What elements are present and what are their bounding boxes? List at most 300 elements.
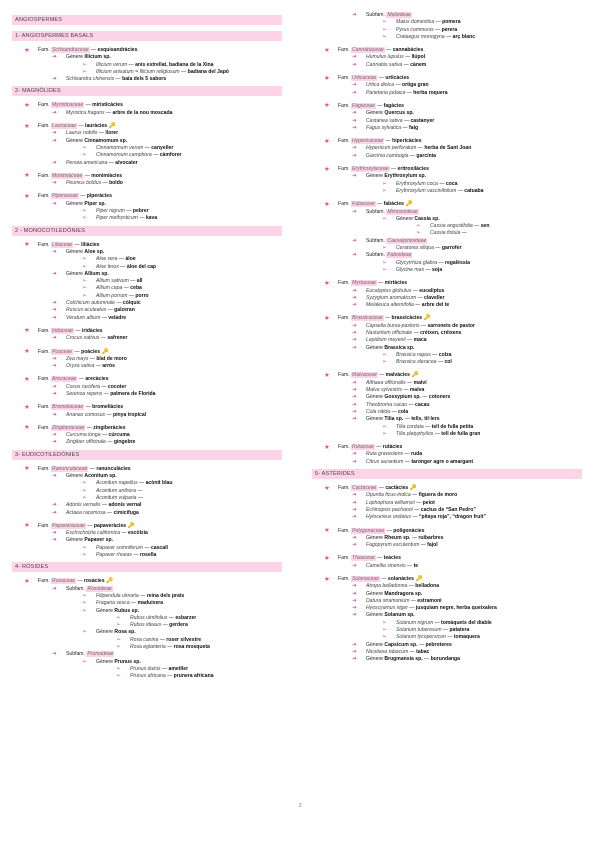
arrow-icon: ➜ xyxy=(352,208,357,215)
list-item xyxy=(312,145,582,152)
taxon-name: Fagaceae xyxy=(352,102,375,109)
list-item xyxy=(312,598,582,605)
list-item xyxy=(312,27,582,34)
scientific-name: Lophophora williamsii xyxy=(366,499,415,506)
dash-separator: — xyxy=(433,619,442,626)
family-row xyxy=(312,485,582,492)
list-item xyxy=(12,615,282,622)
common-name: tomàquets del diable xyxy=(441,619,492,626)
row-prefix: Subfam. xyxy=(366,208,387,215)
arrow-icon: ➜ xyxy=(352,514,357,521)
list-item xyxy=(12,439,282,446)
row-prefix: Gènere xyxy=(96,629,115,636)
arrow-icon: ➜ xyxy=(52,180,57,187)
dash-separator: — xyxy=(83,172,92,179)
dash-separator: — xyxy=(127,61,136,68)
star-icon: ★ xyxy=(324,137,330,145)
scientific-name: Rosa eglanteria xyxy=(130,644,166,650)
scientific-name: Aconitum vulparia xyxy=(96,494,137,501)
list-item xyxy=(312,535,582,542)
list-item xyxy=(12,412,282,419)
row-prefix: Fam. xyxy=(338,444,352,451)
family-row xyxy=(312,372,582,379)
scientific-name: Solanum tuberosum xyxy=(396,627,442,634)
list-item xyxy=(312,209,582,216)
common-name: pebrer xyxy=(132,208,149,215)
family-row xyxy=(312,444,582,451)
common-name: soja xyxy=(431,266,443,273)
dash-separator: — xyxy=(408,648,417,655)
row-prefix: Gènere xyxy=(366,656,385,663)
list-item xyxy=(12,666,282,673)
common-name: figuera de moro xyxy=(418,492,458,499)
arrow-icon: ➜ xyxy=(352,451,357,458)
common-name: estramoni xyxy=(417,597,442,604)
list-item xyxy=(312,245,582,252)
common-name: pinya tropical xyxy=(113,411,147,418)
list-item xyxy=(12,659,282,666)
scientific-name: Rosa canina xyxy=(130,636,159,643)
row-prefix: Fam. xyxy=(338,555,352,562)
arrow-icon: ➜ xyxy=(52,651,57,658)
chevron-icon: ➢ xyxy=(116,622,121,629)
key-icon: 🔑 xyxy=(104,578,114,585)
taxon-name: Caesalpinioideae xyxy=(387,237,427,244)
dash-separator: — xyxy=(403,54,412,61)
common-name: teàcies xyxy=(383,555,401,562)
list-item xyxy=(12,363,282,370)
list-item xyxy=(312,359,582,366)
scientific-name: Capsella bursa-pastoris xyxy=(366,322,420,329)
dash-separator: — xyxy=(114,300,123,307)
list-item xyxy=(12,256,282,263)
dash-separator: — xyxy=(104,109,113,116)
row-prefix: Gènere xyxy=(66,248,85,255)
list-item xyxy=(312,90,582,97)
section-heading: ANGIOSPERMES xyxy=(12,15,282,25)
dash-separator: — xyxy=(405,562,414,569)
key-icon: 🔑 xyxy=(408,485,417,492)
dash-separator: — xyxy=(407,401,415,408)
taxon-name: Hypericaceae xyxy=(352,138,384,145)
list-item xyxy=(312,409,582,416)
chevron-icon: ➢ xyxy=(82,144,87,151)
scientific-name: Allium porrum xyxy=(96,292,128,299)
list-item xyxy=(12,530,282,537)
scientific-name: Datura stramonium xyxy=(366,597,410,604)
genus-name: Tilia sp. xyxy=(384,416,404,423)
family-row xyxy=(312,166,582,173)
scientific-name: Cola nitida xyxy=(366,408,391,415)
list-item xyxy=(312,402,582,409)
dash-separator: — xyxy=(374,444,383,451)
common-name: solanàcies xyxy=(387,576,414,582)
dash-separator: — xyxy=(422,656,431,663)
family-block xyxy=(12,466,282,517)
taxon-name: Polygonaceae xyxy=(352,527,385,534)
family-block xyxy=(12,425,282,447)
scientific-name: Veratum album xyxy=(66,314,101,321)
row-prefix: Gènere xyxy=(96,607,115,614)
arrow-icon: ➜ xyxy=(52,54,57,61)
list-item xyxy=(12,335,282,342)
list-item xyxy=(312,223,582,230)
section-heading: 3- EUDICOTILEDÒNIES xyxy=(12,450,282,460)
arrow-icon: ➜ xyxy=(52,130,57,137)
dash-separator: — xyxy=(411,287,420,294)
chevron-icon: ➢ xyxy=(82,152,87,159)
arrow-icon: ➜ xyxy=(52,473,57,480)
scientific-name: Piper nigrum xyxy=(96,208,125,215)
chevron-icon: ➢ xyxy=(382,33,387,40)
common-name: patatera xyxy=(449,627,470,634)
genus-name: Prunus sp. xyxy=(114,658,141,665)
arrow-icon: ➜ xyxy=(52,537,57,544)
dash-separator: — xyxy=(118,263,127,270)
list-item xyxy=(12,264,282,271)
dash-separator: — xyxy=(129,600,138,607)
common-name: canyeller xyxy=(151,144,174,151)
common-name: fagàcies xyxy=(383,102,405,109)
common-name: ruda xyxy=(411,451,423,458)
dash-separator: — xyxy=(128,278,137,285)
arrow-icon: ➜ xyxy=(352,152,357,159)
list-item xyxy=(12,510,282,517)
arrow-icon: ➜ xyxy=(352,401,357,408)
scientific-name: Zea mays xyxy=(66,355,89,362)
family-block xyxy=(312,555,582,570)
list-item xyxy=(312,238,582,245)
common-name: llorer xyxy=(105,130,119,137)
common-name: arbre del te xyxy=(421,302,450,309)
dash-separator: — xyxy=(105,509,114,516)
common-name: herba de Sant Joan xyxy=(424,145,472,152)
list-item xyxy=(12,488,282,495)
chevron-icon: ➢ xyxy=(382,627,387,634)
family-row xyxy=(312,280,582,287)
arrow-icon: ➜ xyxy=(52,411,57,418)
arrow-icon: ➜ xyxy=(352,590,357,597)
family-block xyxy=(312,444,582,466)
scientific-name: Illicium verum xyxy=(96,61,128,68)
scientific-name: Tilia platyphyllos xyxy=(396,430,434,437)
dash-separator: — xyxy=(403,458,412,465)
star-icon: ★ xyxy=(324,46,330,54)
section-heading: 2- MAGNÒLIDES xyxy=(12,86,282,96)
arrow-icon: ➜ xyxy=(352,648,357,655)
common-name: còlquic xyxy=(122,300,141,307)
common-name: cacau xyxy=(415,401,430,408)
dash-separator: — xyxy=(390,408,399,415)
family-block xyxy=(12,102,282,117)
chevron-icon: ➢ xyxy=(382,26,387,33)
family-block xyxy=(312,201,582,274)
common-name: escòlzia xyxy=(128,530,148,537)
taxon-name: Myrtaceae xyxy=(352,280,376,287)
family-block xyxy=(312,12,582,41)
scientific-name: Lepidium meyenii xyxy=(366,337,406,344)
dash-separator: — xyxy=(117,256,126,263)
common-name: adonis vernal xyxy=(108,502,142,509)
dash-separator: — xyxy=(158,636,167,643)
arrow-icon: ➜ xyxy=(352,117,357,124)
taxon-name: Zingiberaceae xyxy=(52,424,85,431)
row-prefix: Gènere xyxy=(366,344,385,351)
star-icon: ★ xyxy=(324,74,330,82)
common-name: cactus de “San Pedro” xyxy=(420,506,476,513)
row-prefix: Gènere xyxy=(66,270,85,277)
dash-separator: — xyxy=(420,394,429,401)
genus-name: Cassia sp. xyxy=(414,215,440,222)
common-name: fajol xyxy=(427,542,438,549)
dash-separator: — xyxy=(114,76,123,83)
scientific-name: Peumus boldus xyxy=(66,180,102,187)
list-item xyxy=(312,34,582,41)
common-name: perera xyxy=(441,26,458,33)
arrow-icon: ➜ xyxy=(352,252,357,259)
list-item xyxy=(312,125,582,132)
dash-separator: — xyxy=(456,187,465,194)
scientific-name: Nicotiana tabacum xyxy=(366,648,409,655)
family-row xyxy=(12,173,282,180)
list-item xyxy=(312,267,582,274)
common-name: cola xyxy=(398,408,409,415)
family-row xyxy=(12,466,282,473)
arrow-icon: ➜ xyxy=(352,387,357,394)
scientific-name: Castanea sativa xyxy=(366,117,403,124)
common-name: urticàcies xyxy=(385,75,410,82)
list-item xyxy=(12,208,282,215)
dash-separator: — xyxy=(127,292,136,299)
dash-separator: — xyxy=(401,387,410,394)
common-name: garrofer xyxy=(441,245,462,252)
taxon-name: Erythroxylaceae xyxy=(352,166,389,173)
chevron-icon: ➢ xyxy=(382,19,387,26)
arrow-icon: ➜ xyxy=(52,307,57,314)
chevron-icon: ➢ xyxy=(382,266,387,273)
chevron-icon: ➢ xyxy=(82,494,87,501)
genus-name: Capsicum sp. xyxy=(384,641,418,648)
common-name: lauràcies xyxy=(85,123,108,130)
scientific-name: Prunus dulcis xyxy=(130,665,161,672)
key-icon: 🔑 xyxy=(100,348,109,355)
arrow-icon: ➜ xyxy=(352,379,357,386)
common-name: blat de moro xyxy=(96,355,127,362)
dash-separator: — xyxy=(472,223,481,230)
common-name: papaveràcies xyxy=(93,522,127,529)
section-heading: 1- ANGIOSPERMES BASALS xyxy=(12,31,282,41)
genus-name: Rubus sp. xyxy=(114,607,140,614)
dash-separator: — xyxy=(73,348,82,355)
chevron-icon: ➢ xyxy=(382,619,387,626)
family-row xyxy=(312,576,582,583)
dash-separator: — xyxy=(376,280,385,287)
taxon-name: Rosaceae xyxy=(52,578,75,585)
family-block xyxy=(312,138,582,160)
arrow-icon: ➜ xyxy=(352,506,357,513)
scientific-name: Aconitum anthora xyxy=(96,487,136,494)
scientific-name: Hypericum perforatum xyxy=(366,145,417,152)
arrow-icon: ➜ xyxy=(352,322,357,329)
taxon-name: Brassicaceae xyxy=(352,315,383,322)
scientific-name: Ruscus aculeatus xyxy=(66,307,107,314)
list-item xyxy=(312,330,582,337)
common-name: alvocater xyxy=(115,159,138,166)
list-item xyxy=(12,651,282,658)
row-prefix: Fam. xyxy=(338,576,352,582)
dash-separator: — xyxy=(424,266,432,273)
scientific-name: Fragaria vesca xyxy=(96,600,130,607)
dash-separator: — xyxy=(416,294,425,301)
dash-separator: — xyxy=(143,144,152,151)
dash-separator: — xyxy=(413,302,422,309)
taxon-name: Urticaceae xyxy=(352,75,377,82)
family-block xyxy=(12,578,282,680)
arrow-icon: ➜ xyxy=(352,597,357,604)
list-item xyxy=(12,637,282,644)
chevron-icon: ➢ xyxy=(82,552,87,559)
row-prefix: Subfam. xyxy=(66,585,87,592)
row-prefix: Subfam. xyxy=(366,252,387,259)
list-item xyxy=(312,288,582,295)
star-icon: ★ xyxy=(324,484,330,492)
scientific-name: Adonis vernalis xyxy=(66,502,101,509)
common-name: boldo xyxy=(109,180,123,187)
star-icon: ★ xyxy=(324,371,330,379)
common-name: “pitaya roja”, “dragon fruit” xyxy=(418,514,487,521)
star-icon: ★ xyxy=(24,327,30,335)
scientific-name: Rubus ideaus xyxy=(130,622,162,629)
common-name: taronger agre o amargant xyxy=(411,458,474,465)
arrow-icon: ➜ xyxy=(352,145,357,152)
scientific-name: Humulus lupulus xyxy=(366,54,404,61)
list-item xyxy=(12,480,282,487)
list-item xyxy=(312,345,582,352)
star-icon: ★ xyxy=(24,101,30,109)
family-row xyxy=(312,47,582,54)
dash-separator: — xyxy=(165,673,174,680)
scientific-name: Hylocereus undatus xyxy=(366,514,412,521)
dash-separator: — xyxy=(441,627,450,634)
star-icon: ★ xyxy=(24,577,30,585)
key-icon: 🔑 xyxy=(422,315,431,322)
common-name: mirtàcies xyxy=(384,280,408,287)
dash-separator: — xyxy=(444,33,453,40)
dash-separator: — xyxy=(419,542,428,549)
dash-separator: — xyxy=(403,451,412,458)
family-row xyxy=(12,404,282,411)
taxon-name: Lauraceae xyxy=(52,123,77,130)
list-item xyxy=(12,278,282,285)
dash-separator: — xyxy=(99,383,108,390)
row-prefix: Fam. xyxy=(38,241,52,248)
dash-separator: — xyxy=(407,583,416,590)
arrow-icon: ➜ xyxy=(352,82,357,89)
family-row xyxy=(12,376,282,383)
chevron-icon: ➢ xyxy=(82,487,87,494)
common-name: cascall xyxy=(150,544,168,551)
scientific-name: Melaleuca alternifolia xyxy=(366,302,414,309)
scientific-name: Malus domestica xyxy=(396,19,435,26)
scientific-name: Serenoa repens xyxy=(66,390,103,397)
arrow-icon: ➜ xyxy=(352,61,357,68)
common-name: cannabàcies xyxy=(392,47,424,54)
arrow-icon: ➜ xyxy=(52,509,57,516)
dash-separator: — xyxy=(136,494,144,501)
family-block xyxy=(12,193,282,222)
row-prefix: Fam. xyxy=(338,372,352,379)
star-icon: ★ xyxy=(324,165,330,173)
common-name: maca xyxy=(413,337,427,344)
taxon-name: Liliaceae xyxy=(52,241,73,248)
common-name: poligonàcies xyxy=(393,527,425,534)
list-item xyxy=(12,600,282,607)
dash-separator: — xyxy=(408,152,417,159)
family-block xyxy=(12,328,282,343)
row-prefix: Fam. xyxy=(338,280,352,287)
arrow-icon: ➜ xyxy=(52,200,57,207)
family-block xyxy=(312,47,582,69)
taxon-name: Rosoideae xyxy=(87,585,112,592)
common-name: malví xyxy=(413,379,427,386)
arrow-icon: ➜ xyxy=(352,173,357,180)
chevron-icon: ➢ xyxy=(382,215,387,222)
common-name: tell de fulla gran xyxy=(441,430,481,437)
common-name: arecàcies xyxy=(85,376,109,383)
chevron-icon: ➢ xyxy=(116,644,121,650)
chevron-icon: ➢ xyxy=(382,245,387,252)
chevron-icon: ➢ xyxy=(416,230,421,237)
family-block xyxy=(312,315,582,366)
scientific-name: Malva sylvestris xyxy=(366,387,402,394)
star-icon: ★ xyxy=(324,200,330,208)
list-item xyxy=(12,315,282,322)
dash-separator: — xyxy=(160,665,169,672)
list-item xyxy=(12,180,282,187)
dash-separator: — xyxy=(94,363,103,370)
dash-separator: — xyxy=(401,124,410,131)
scientific-name: Allium sativum xyxy=(96,278,129,285)
scientific-name: Camellia sinensis xyxy=(366,562,406,569)
common-name: ruibarbres xyxy=(418,534,444,541)
chevron-icon: ➢ xyxy=(382,634,387,641)
family-row xyxy=(12,523,282,530)
list-item xyxy=(312,656,582,663)
genus-name: Solanum sp. xyxy=(384,612,415,619)
common-name: porro xyxy=(135,292,149,299)
list-item xyxy=(12,249,282,256)
arrow-icon: ➜ xyxy=(352,641,357,648)
common-name: cànem xyxy=(410,61,427,68)
arrow-icon: ➜ xyxy=(352,294,357,301)
list-item xyxy=(312,188,582,195)
common-name: eucaliptus xyxy=(419,287,445,294)
common-name: tomaquera xyxy=(453,634,480,641)
arrow-icon: ➜ xyxy=(352,287,357,294)
dash-separator: — xyxy=(375,555,384,562)
row-prefix: Fam. xyxy=(38,522,52,529)
chevron-icon: ➢ xyxy=(82,658,87,665)
common-name: claveller xyxy=(424,294,445,301)
dash-separator: — xyxy=(124,208,133,215)
common-name: àloe del cap xyxy=(126,263,157,270)
family-row xyxy=(12,328,282,335)
dash-separator: — xyxy=(100,432,109,439)
row-prefix: Fam. xyxy=(38,404,52,411)
scientific-name: Opuntia ficus-indica xyxy=(366,492,411,499)
list-item xyxy=(312,110,582,117)
scientific-name: Aloe ferox xyxy=(96,263,119,270)
